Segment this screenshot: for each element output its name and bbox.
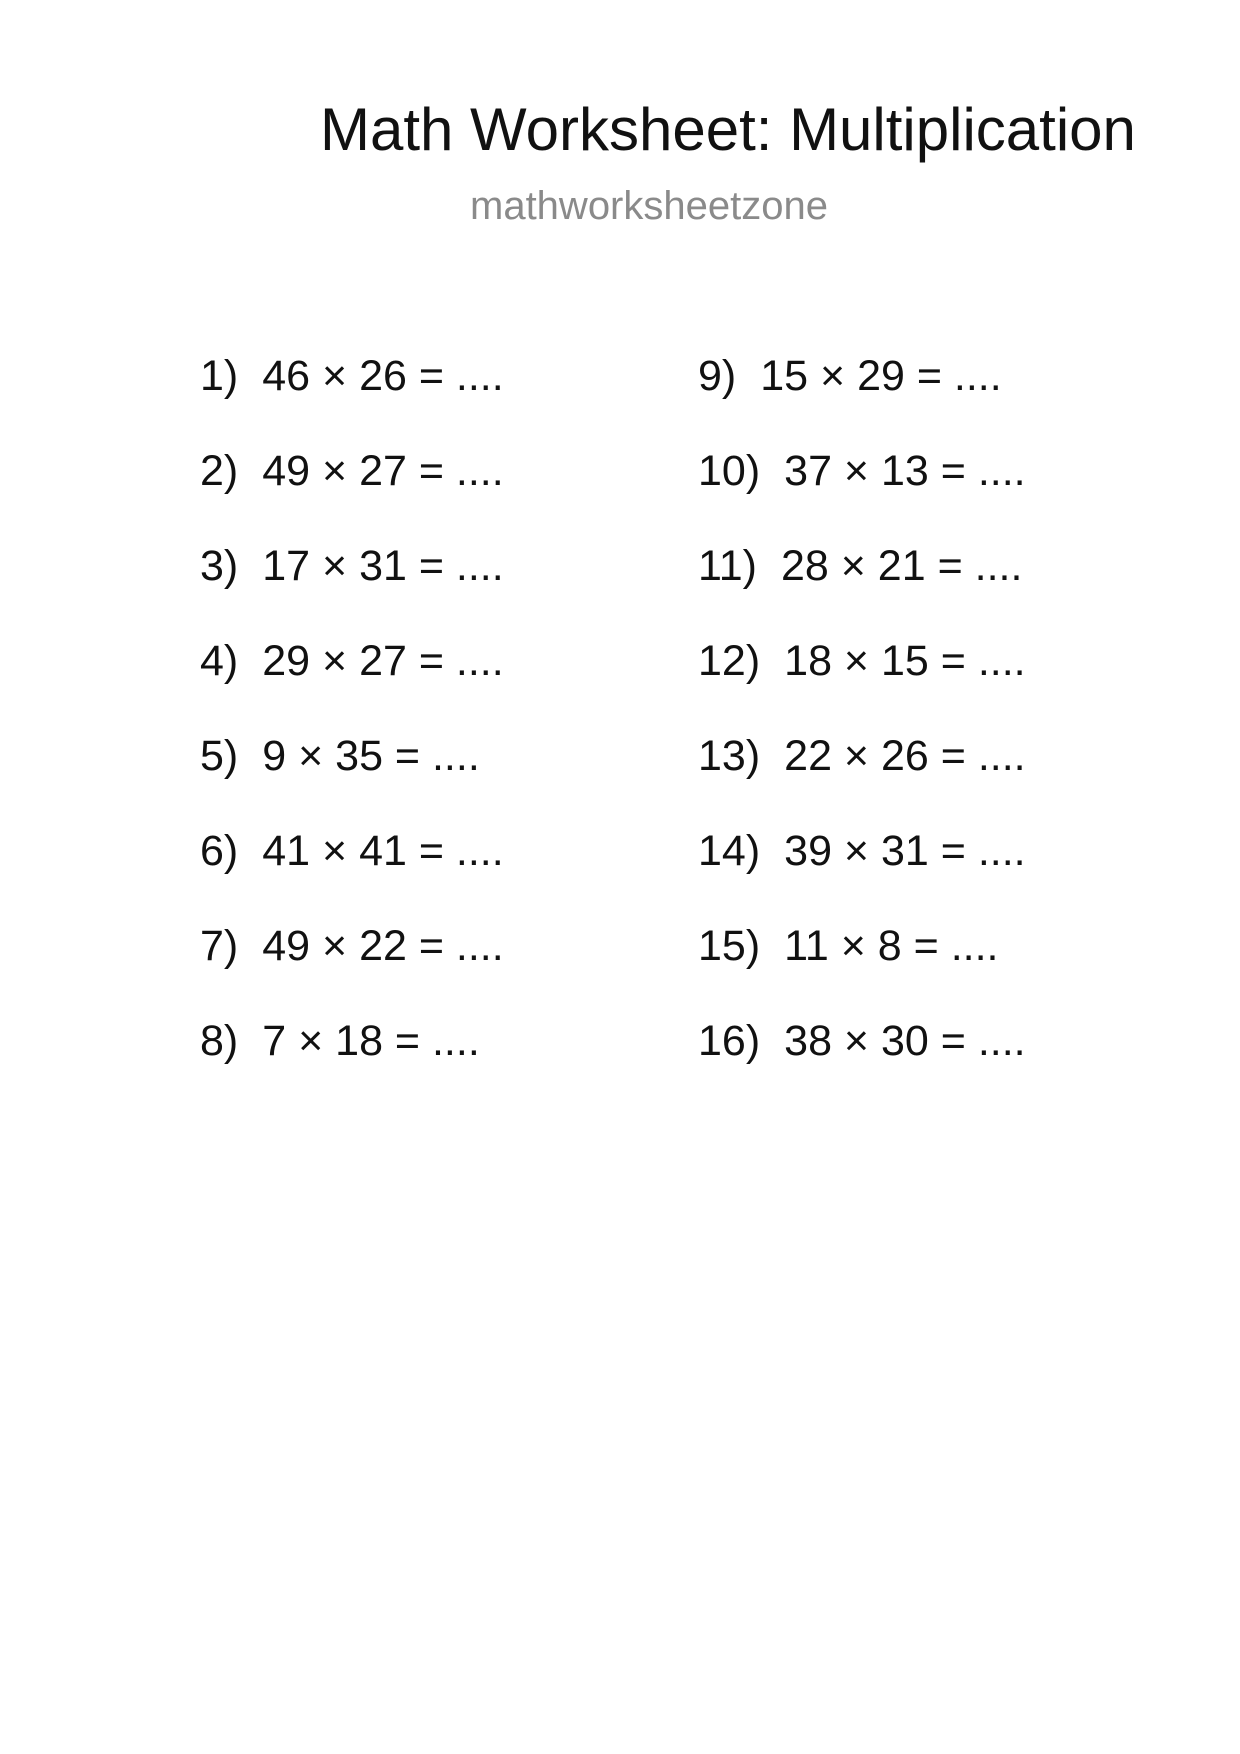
worksheet-subtitle: mathworksheetzone xyxy=(470,184,828,228)
problem-2 xyxy=(200,447,504,542)
problem-9 xyxy=(698,352,1026,447)
problem-13 xyxy=(698,732,1026,827)
problem-number: 11) xyxy=(698,542,757,590)
problem-expression: 41 × 41 = .... xyxy=(262,827,504,875)
problem-number: 5) xyxy=(200,732,239,780)
problem-3 xyxy=(200,542,504,637)
problem-number: 1) xyxy=(200,352,239,400)
problem-number: 9) xyxy=(698,352,737,400)
problem-number: 2) xyxy=(200,447,239,495)
problem-number: 6) xyxy=(200,827,239,875)
problem-expression: 38 × 30 = .... xyxy=(784,1017,1026,1065)
problem-expression: 22 × 26 = .... xyxy=(784,732,1026,780)
problem-number: 4) xyxy=(200,637,239,685)
problem-number: 3) xyxy=(200,542,239,590)
problem-expression: 28 × 21 = .... xyxy=(780,542,1023,590)
problem-expression: 18 × 15 = .... xyxy=(784,637,1026,685)
problem-15 xyxy=(698,922,1026,1017)
problem-number: 10) xyxy=(698,447,761,495)
problem-expression: 49 × 27 = .... xyxy=(262,447,504,495)
problem-7 xyxy=(200,922,504,1017)
problem-16 xyxy=(698,1017,1026,1112)
problem-expression: 11 × 8 = .... xyxy=(784,922,999,970)
problem-8 xyxy=(200,1017,504,1112)
problem-expression: 9 × 35 = .... xyxy=(262,732,480,780)
problem-5 xyxy=(200,732,504,827)
problem-expression: 37 × 13 = .... xyxy=(784,447,1026,495)
problem-expression: 29 × 27 = .... xyxy=(262,637,504,685)
problem-number: 13) xyxy=(698,732,761,780)
problem-number: 8) xyxy=(200,1017,239,1065)
problem-10 xyxy=(698,447,1026,542)
problem-number: 16) xyxy=(698,1017,761,1065)
problem-expression: 49 × 22 = .... xyxy=(262,922,504,970)
problem-4 xyxy=(200,637,504,732)
problem-6 xyxy=(200,827,504,922)
problem-number: 14) xyxy=(698,827,761,875)
problem-14 xyxy=(698,827,1026,922)
problem-12 xyxy=(698,637,1026,732)
problem-number: 12) xyxy=(698,637,761,685)
problem-expression: 17 × 31 = .... xyxy=(262,542,504,590)
problem-column-right xyxy=(698,352,1026,1112)
problem-expression: 39 × 31 = .... xyxy=(784,827,1026,875)
problem-expression: 15 × 29 = .... xyxy=(760,352,1002,400)
problem-number: 15) xyxy=(698,922,761,970)
problem-expression: 7 × 18 = .... xyxy=(262,1017,480,1065)
problem-list xyxy=(0,352,1240,1072)
problem-11 xyxy=(698,542,1026,637)
problem-1 xyxy=(200,352,504,447)
problem-column-left xyxy=(200,352,504,1112)
worksheet-title: Math Worksheet: Multiplication xyxy=(320,96,1136,163)
problem-number: 7) xyxy=(200,922,239,970)
problem-expression: 46 × 26 = .... xyxy=(262,352,504,400)
